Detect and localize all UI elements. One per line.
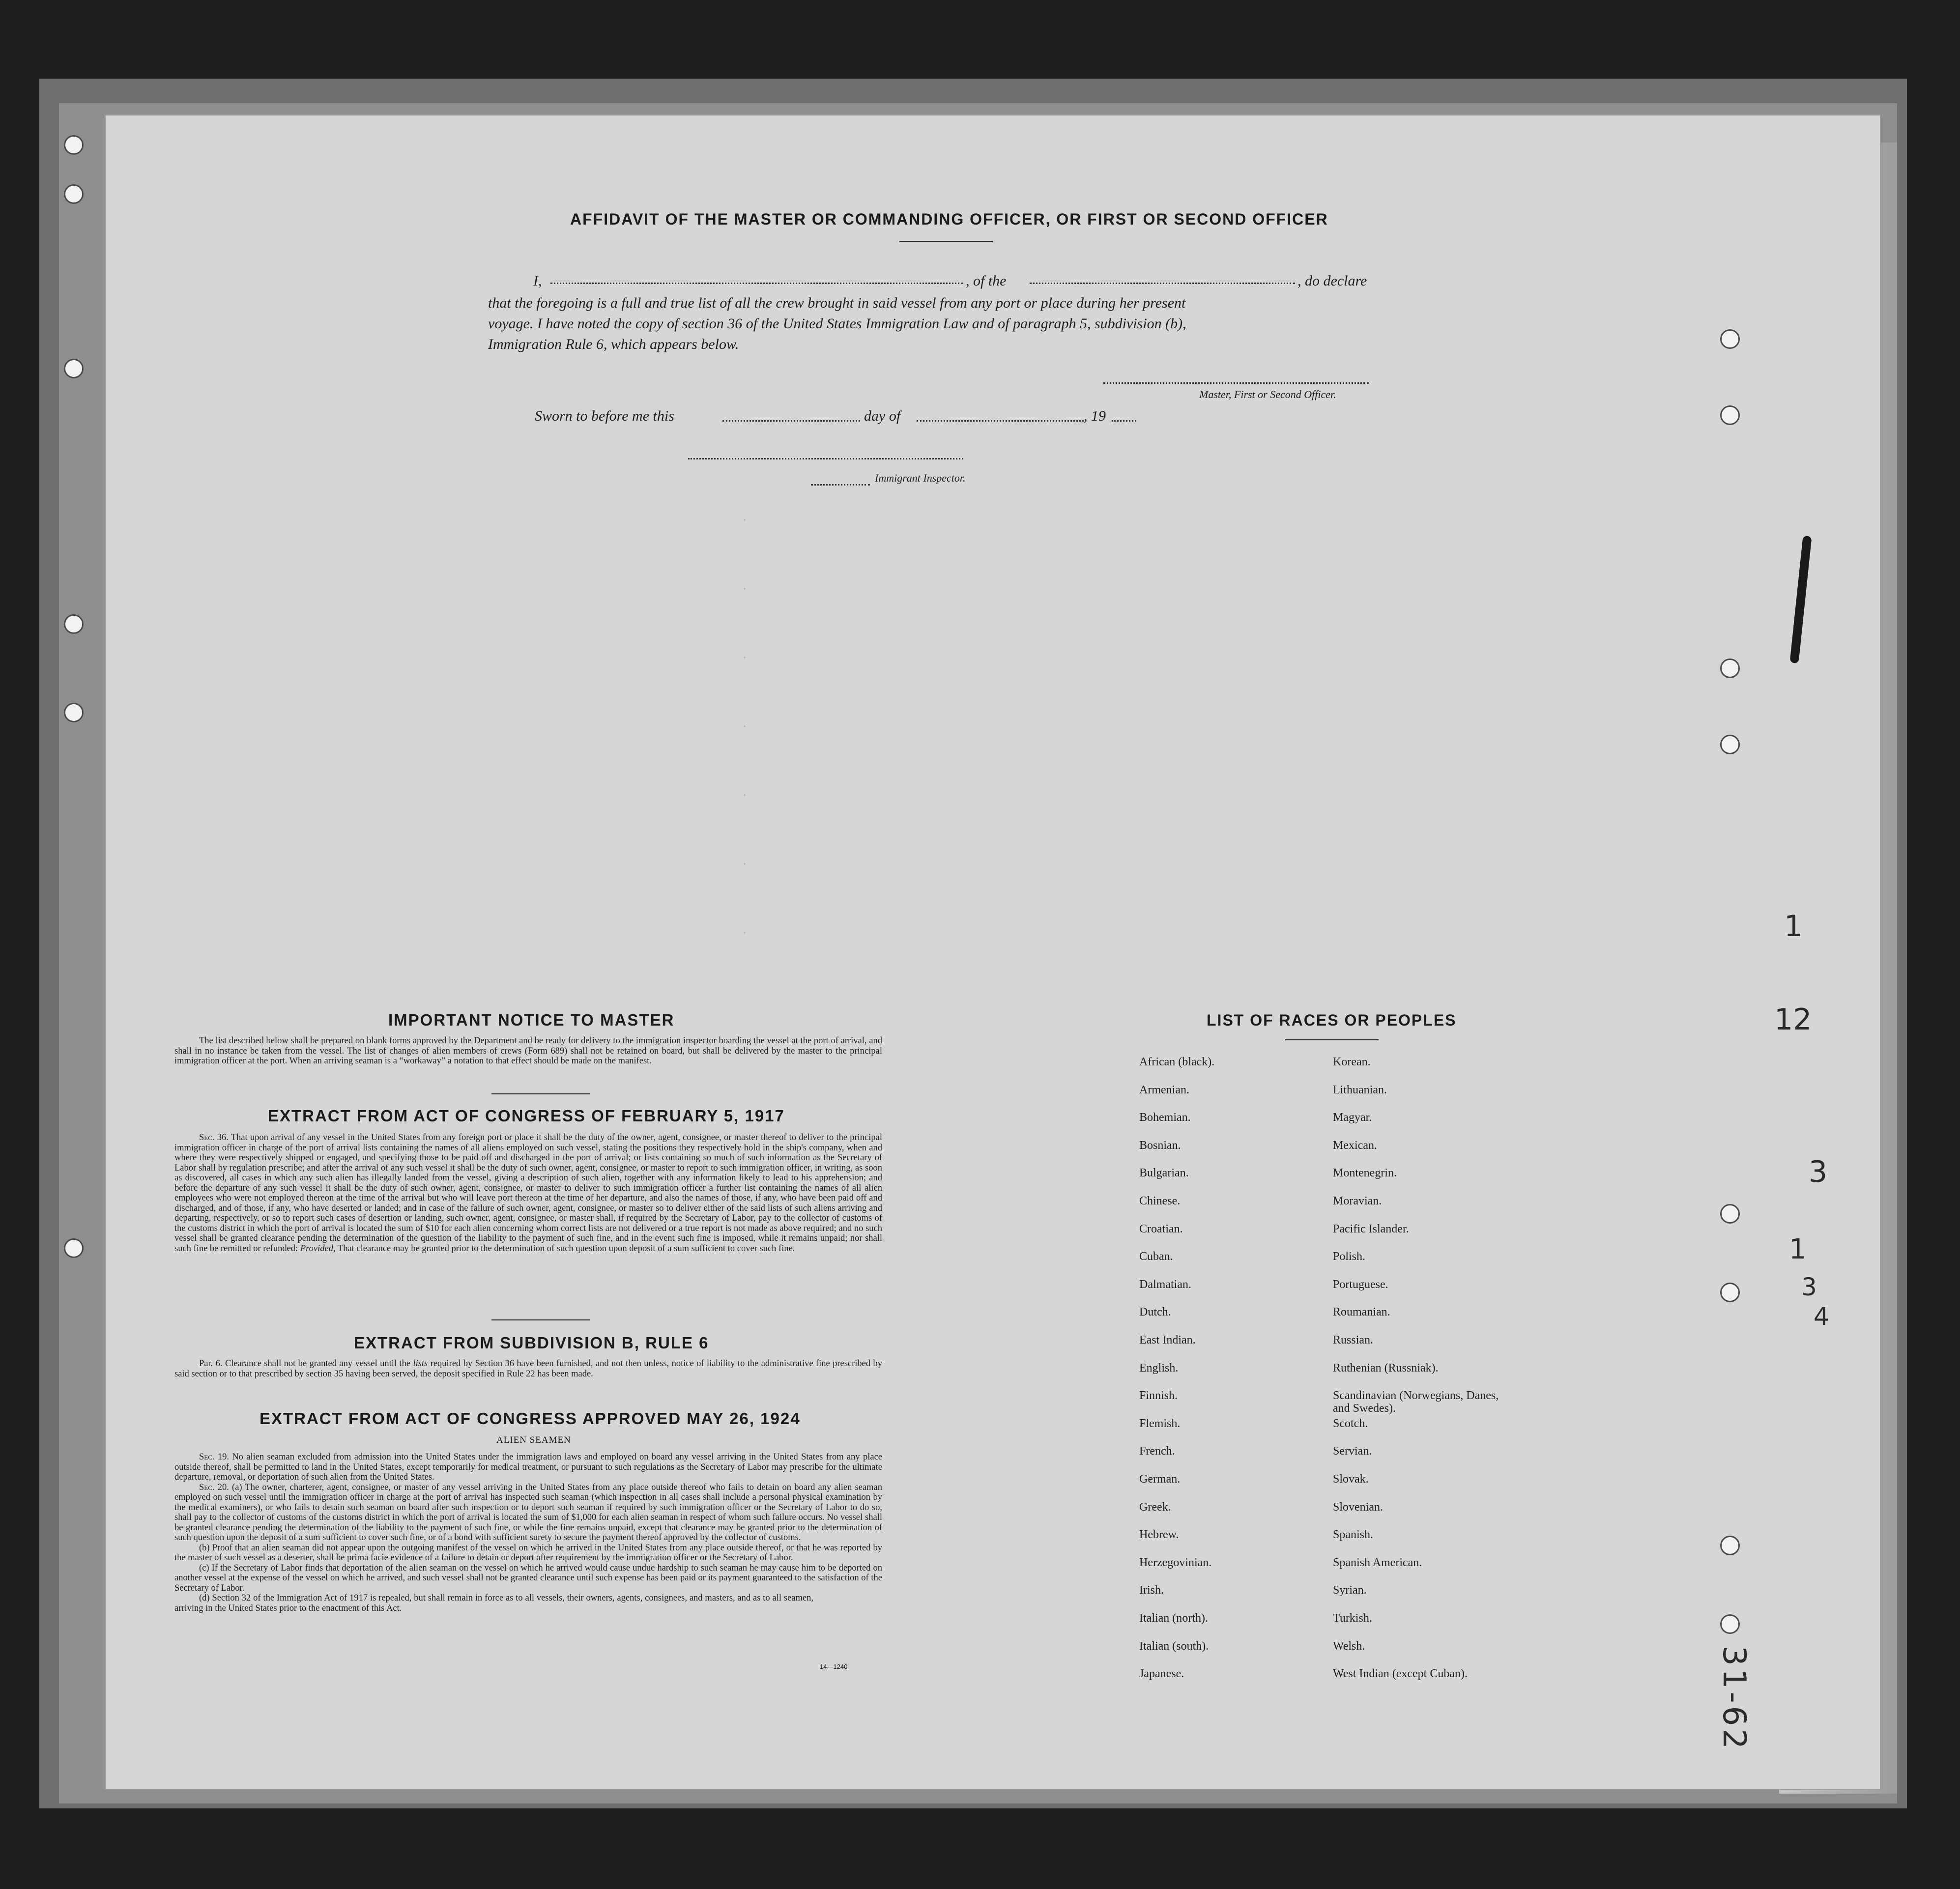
- binding-hole: [1720, 329, 1740, 349]
- title-underline: [899, 241, 993, 242]
- race-item: Pacific Islander.: [1333, 1222, 1409, 1235]
- sec-36-body: That upon arrival of any vessel in the United States from any foreign port or place it shall be the duty of the owner, agent, consignee, or master thereof to deliver to the principal immigration officer in charge of the port of arrival lists containing the names of all aliens employed on such vessel, stating the positions they respectively hold in the ship's company, when and where they were respectively shipped or engaged, and specifying those to be paid off and discharged in the port of arrival; or lists containing so much of such information as the Secretary of Labor shall by regulation prescribe; and after the arrival of any such vessel it shall be the duty of such owner, agent, consignee, or master to report to such immigration officer, in writing, as soon as discovered, all cases in which any such alien has illegally landed from the vessel, giving a description of such alien, together with any information likely to lead to his apprehension; and before the departure of any such vessel it shall be the duty of such owner, agent, consignee, or master to deliver to such immigration officer a further list containing the names of all alien employees who were not employed thereon at the time of the arrival but who will leave port thereon at the time of her departure, and also the names of those, if any, who have been paid off and discharged, and of those, if any, who have deserted or landed; and in case of the failure of such owner, agent, consignee, or master so to deliver either of the said lists of such aliens arriving and departing, respectively, or so to report such cases of desertion or landing, such owner, agent, consignee, or master shall, if required by the Secretary of Labor, pay to the collector of customs of the customs district in which the port of arrival is located the sum of $10 for each alien concerning whom correct lists are not delivered or a true report is not made as above required; and no such vessel shall be granted clearance pending the determination of the question of the liability to the payment of such fine, and in the event such fine is imposed, while it remains unpaid; nor shall such fine be remitted or refunded:: [174, 1133, 882, 1254]
- race-item: German.: [1139, 1473, 1181, 1486]
- race-item: English.: [1139, 1361, 1179, 1374]
- race-item: Japanese.: [1139, 1667, 1184, 1681]
- race-item: Welsh.: [1333, 1639, 1365, 1653]
- race-item: Korean.: [1333, 1056, 1371, 1068]
- extract-1917-text: [174, 1133, 882, 1254]
- affidavit-line-2: that the foregoing is a full and true list of all the crew brought in said vessel from any port or place during her present: [488, 295, 1186, 311]
- inspector-caption: Immigrant Inspector.: [875, 472, 966, 484]
- sec-20-a: (a) The owner, charterer, agent, consignee, or master of any vessel arriving in the United States from any place outside thereof who fails to detain on board any alien seaman employed on such vessel until the immigration officer in charge at the port of arrival has inspected such seaman (which inspection in all cases shall include a personal physical examination by the medical examiners), or who fails to detain such seaman on board after such inspection or to deport such seaman if required by such immigration officer or the Secretary of Labor to do so, shall pay to the collector of customs of the customs district in which the port of arrival is located the sum of $1,000 for each alien seaman in respect of whom such failure occurs. No vessel shall be granted clearance pending the determination of the liability to the payment of such fine, or while the fine remains unpaid, except that clearance may be granted prior to the determination of such question upon the deposit of a sum sufficient to cover such fine, or of a bond with sufficient surety to secure the payment thereof approved by the collector of customs.: [174, 1482, 883, 1543]
- sworn-day-of: day of: [864, 408, 901, 424]
- affidavit-i: I,: [533, 273, 542, 289]
- par-6-b: required by Section 36 have been furnished, and not then unless, notice of liability to the administrative fine prescribed by said section or to that prescribed by section 35 having been served, the deposit specified in Rule 22 has been made.: [174, 1359, 883, 1379]
- sec-20-d: (d) Section 32 of the Immigration Act of 1917 is repealed, but shall remain in force as to all vessels, their owners, agents, consignees, and masters, and as to all seamen, arriving in the United States prior to the enactment of this Act.: [174, 1593, 813, 1613]
- extract-rule6-title: EXTRACT FROM SUBDIVISION B, RULE 6: [354, 1334, 709, 1352]
- provided-word: Provided,: [300, 1243, 336, 1254]
- affidavit-declare: , do declare: [1297, 273, 1367, 289]
- affidavit-line-3: voyage. I have noted the copy of section 36 of the United States Immigration Law and of paragraph 5, subdivision (b),: [488, 315, 1186, 332]
- race-item: Scandinavian (Norwegians, Danes, and Swedes).: [1333, 1389, 1499, 1415]
- race-item: Russian.: [1333, 1334, 1374, 1346]
- binding-hole: [1720, 1283, 1740, 1302]
- binding-hole: [1720, 735, 1740, 754]
- sec-36-label: Sec. 36.: [199, 1133, 229, 1143]
- notice-body: The list described below shall be prepared on blank forms approved by the Department and be ready for delivery to the immigration inspector boarding the vessel at the port of arrival, and shall in no instance be taken from the vessel. The list of changes of alien members of crews (Form 689) shall not be retained on board, but shall be delivered by the master to the principal immigration officer at the port. When an arriving seaman is a “workaway” a notation to that effect should be made on the manifest.: [174, 1036, 882, 1066]
- race-item: Servian.: [1333, 1445, 1372, 1458]
- bleed-through: ·: [742, 924, 747, 940]
- extract-1924-title: EXTRACT FROM ACT OF CONGRESS APPROVED MAY 26, 1924: [259, 1409, 801, 1428]
- race-item: Syrian.: [1333, 1584, 1367, 1597]
- binding-hole: [64, 614, 84, 634]
- form-number: 14—1240: [820, 1663, 848, 1670]
- handwriting-mark: 3: [1801, 1273, 1817, 1301]
- race-item: West Indian (except Cuban).: [1333, 1667, 1468, 1681]
- extract-1924-text: [174, 1452, 882, 1613]
- inspector-line: [688, 458, 963, 459]
- race-item: Armenian.: [1139, 1083, 1189, 1096]
- race-item: Finnish.: [1139, 1389, 1178, 1402]
- par-6-label: Par. 6.: [199, 1359, 223, 1369]
- race-item: Turkish.: [1333, 1612, 1372, 1625]
- race-item: East Indian.: [1139, 1334, 1196, 1346]
- lists-word: lists: [413, 1359, 428, 1369]
- handwriting-mark: 4: [1814, 1302, 1829, 1331]
- bleed-through: ·: [742, 580, 747, 596]
- race-item: Spanish American.: [1333, 1556, 1422, 1569]
- handwriting-mark: 1: [1789, 1233, 1807, 1265]
- sec-20-c: (c) If the Secretary of Labor finds that deportation of the alien seaman on the vessel on which he arrived would cause undue hardship to such seaman he may cause him to be deported on another vessel at the expense of the vessel on which he arrived, and such vessel shall not be granted clearance until such expense has been paid or its payment guaranteed to the satisfaction of the Secretary of Labor.: [174, 1563, 882, 1593]
- affidavit-of-the: , of the: [966, 273, 1007, 289]
- section-divider: [491, 1319, 590, 1320]
- race-item: Irish.: [1139, 1584, 1164, 1597]
- races-title-underline: [1285, 1039, 1379, 1040]
- race-item: Italian (north).: [1139, 1612, 1208, 1625]
- binding-hole: [64, 135, 84, 155]
- binding-hole: [1720, 1204, 1740, 1224]
- race-item: Lithuanian.: [1333, 1083, 1387, 1096]
- race-item: Magyar.: [1333, 1111, 1372, 1124]
- sec-20-b: (b) Proof that an alien seaman did not appear upon the outgoing manifest of the vessel on which he arrived in the United States from any place outside thereof, or that he was reported by the master of such vessel as a deserter, shall be prima facie evidence of a failure to detain or deport after requirement by the immigration officer or the Secretary of Labor.: [174, 1543, 882, 1563]
- binding-hole: [64, 703, 84, 722]
- notice-title: IMPORTANT NOTICE TO MASTER: [388, 1011, 675, 1029]
- race-item: Roumanian.: [1333, 1306, 1390, 1319]
- par-6-a: Clearance shall not be granted any vessel until the: [225, 1359, 411, 1369]
- binding-hole: [1720, 1614, 1740, 1634]
- handwriting-mark: 12: [1774, 1002, 1812, 1037]
- race-item: Montenegrin.: [1333, 1167, 1397, 1180]
- binding-hole: [1720, 1536, 1740, 1555]
- race-item: Moravian.: [1333, 1195, 1382, 1207]
- race-item: Slovak.: [1333, 1473, 1369, 1486]
- section-divider: [491, 1093, 590, 1094]
- name-blank: [550, 283, 963, 284]
- inspector-short-line: [811, 484, 870, 486]
- race-item: Italian (south).: [1139, 1639, 1209, 1653]
- notice-text: [174, 1036, 882, 1066]
- sec-36-end: That clearance may be granted prior to the determination of such question upon deposit of a sum sufficient to cover such fine.: [337, 1243, 795, 1254]
- races-title: LIST OF RACES OR PEOPLES: [1207, 1011, 1457, 1029]
- affidavit-title: AFFIDAVIT OF THE MASTER OR COMMANDING OFFICER, OR FIRST OR SECOND OFFICER: [570, 210, 1328, 228]
- binding-hole: [64, 1238, 84, 1258]
- race-item: Cuban.: [1139, 1250, 1173, 1263]
- race-item: Dalmatian.: [1139, 1278, 1191, 1291]
- bleed-through: ·: [742, 511, 747, 527]
- affidavit-line-4: Immigration Rule 6, which appears below.: [488, 336, 739, 352]
- sworn-month-blank: [917, 420, 1084, 422]
- race-item: Bulgarian.: [1139, 1167, 1189, 1180]
- race-item: Spanish.: [1333, 1528, 1374, 1542]
- race-item: Slovenian.: [1333, 1500, 1383, 1514]
- bleed-through: ·: [742, 649, 747, 665]
- handwriting-mark: 3: [1809, 1155, 1828, 1189]
- handwriting-mark: 1: [1784, 909, 1803, 944]
- sworn-prefix: Sworn to before me this: [535, 408, 674, 424]
- race-item: Greek.: [1139, 1500, 1171, 1514]
- sec-19-label: Sec. 19.: [199, 1452, 229, 1462]
- vessel-blank: [1030, 283, 1295, 284]
- sec-20-label: Sec. 20.: [199, 1482, 229, 1492]
- race-item: Herzegovinian.: [1139, 1556, 1212, 1569]
- race-item: Ruthenian (Russniak).: [1333, 1361, 1439, 1374]
- race-item: Bohemian.: [1139, 1111, 1191, 1124]
- binding-hole: [64, 184, 84, 204]
- race-item: Portuguese.: [1333, 1278, 1388, 1291]
- signature-line: [1103, 382, 1369, 384]
- binding-hole: [1720, 658, 1740, 678]
- alien-seamen-subtitle: ALIEN SEAMEN: [496, 1435, 571, 1445]
- sworn-year-blank: [1112, 420, 1136, 422]
- race-item: Bosnian.: [1139, 1139, 1181, 1152]
- binding-hole: [1720, 405, 1740, 425]
- bleed-through: ·: [742, 855, 747, 871]
- sec-19-body: No alien seaman excluded from admission into the United States under the immigration laws and employed on board any vessel arriving in the United States from any place outside thereof, shall be permitted to land in the United States, except temporarily for medical treatment, or pursuant to such regulations as the Secretary of Labor may prescribe for the ultimate departure, removal, or deportation of such alien from the United States.: [174, 1452, 882, 1482]
- extract-rule6-text: [174, 1359, 882, 1379]
- race-item: Croatian.: [1139, 1222, 1183, 1235]
- race-item: Polish.: [1333, 1250, 1366, 1263]
- race-item: Mexican.: [1333, 1139, 1377, 1152]
- race-item: Scotch.: [1333, 1417, 1368, 1430]
- race-item: Dutch.: [1139, 1306, 1171, 1319]
- race-item: African (black).: [1139, 1056, 1215, 1068]
- bleed-through: ·: [742, 717, 747, 734]
- race-item: Chinese.: [1139, 1195, 1181, 1207]
- handwritten-vertical-note: 31-62: [1715, 1646, 1752, 1752]
- race-item: Flemish.: [1139, 1417, 1181, 1430]
- sworn-date-blank: [722, 420, 860, 422]
- bleed-through: ·: [742, 786, 747, 802]
- extract-1917-title: EXTRACT FROM ACT OF CONGRESS OF FEBRUARY 5, 1917: [268, 1107, 785, 1125]
- signature-caption: Master, First or Second Officer.: [1199, 388, 1336, 401]
- binding-hole: [64, 359, 84, 378]
- sworn-year: , 19: [1084, 408, 1106, 424]
- race-item: Hebrew.: [1139, 1528, 1179, 1542]
- race-item: French.: [1139, 1445, 1175, 1458]
